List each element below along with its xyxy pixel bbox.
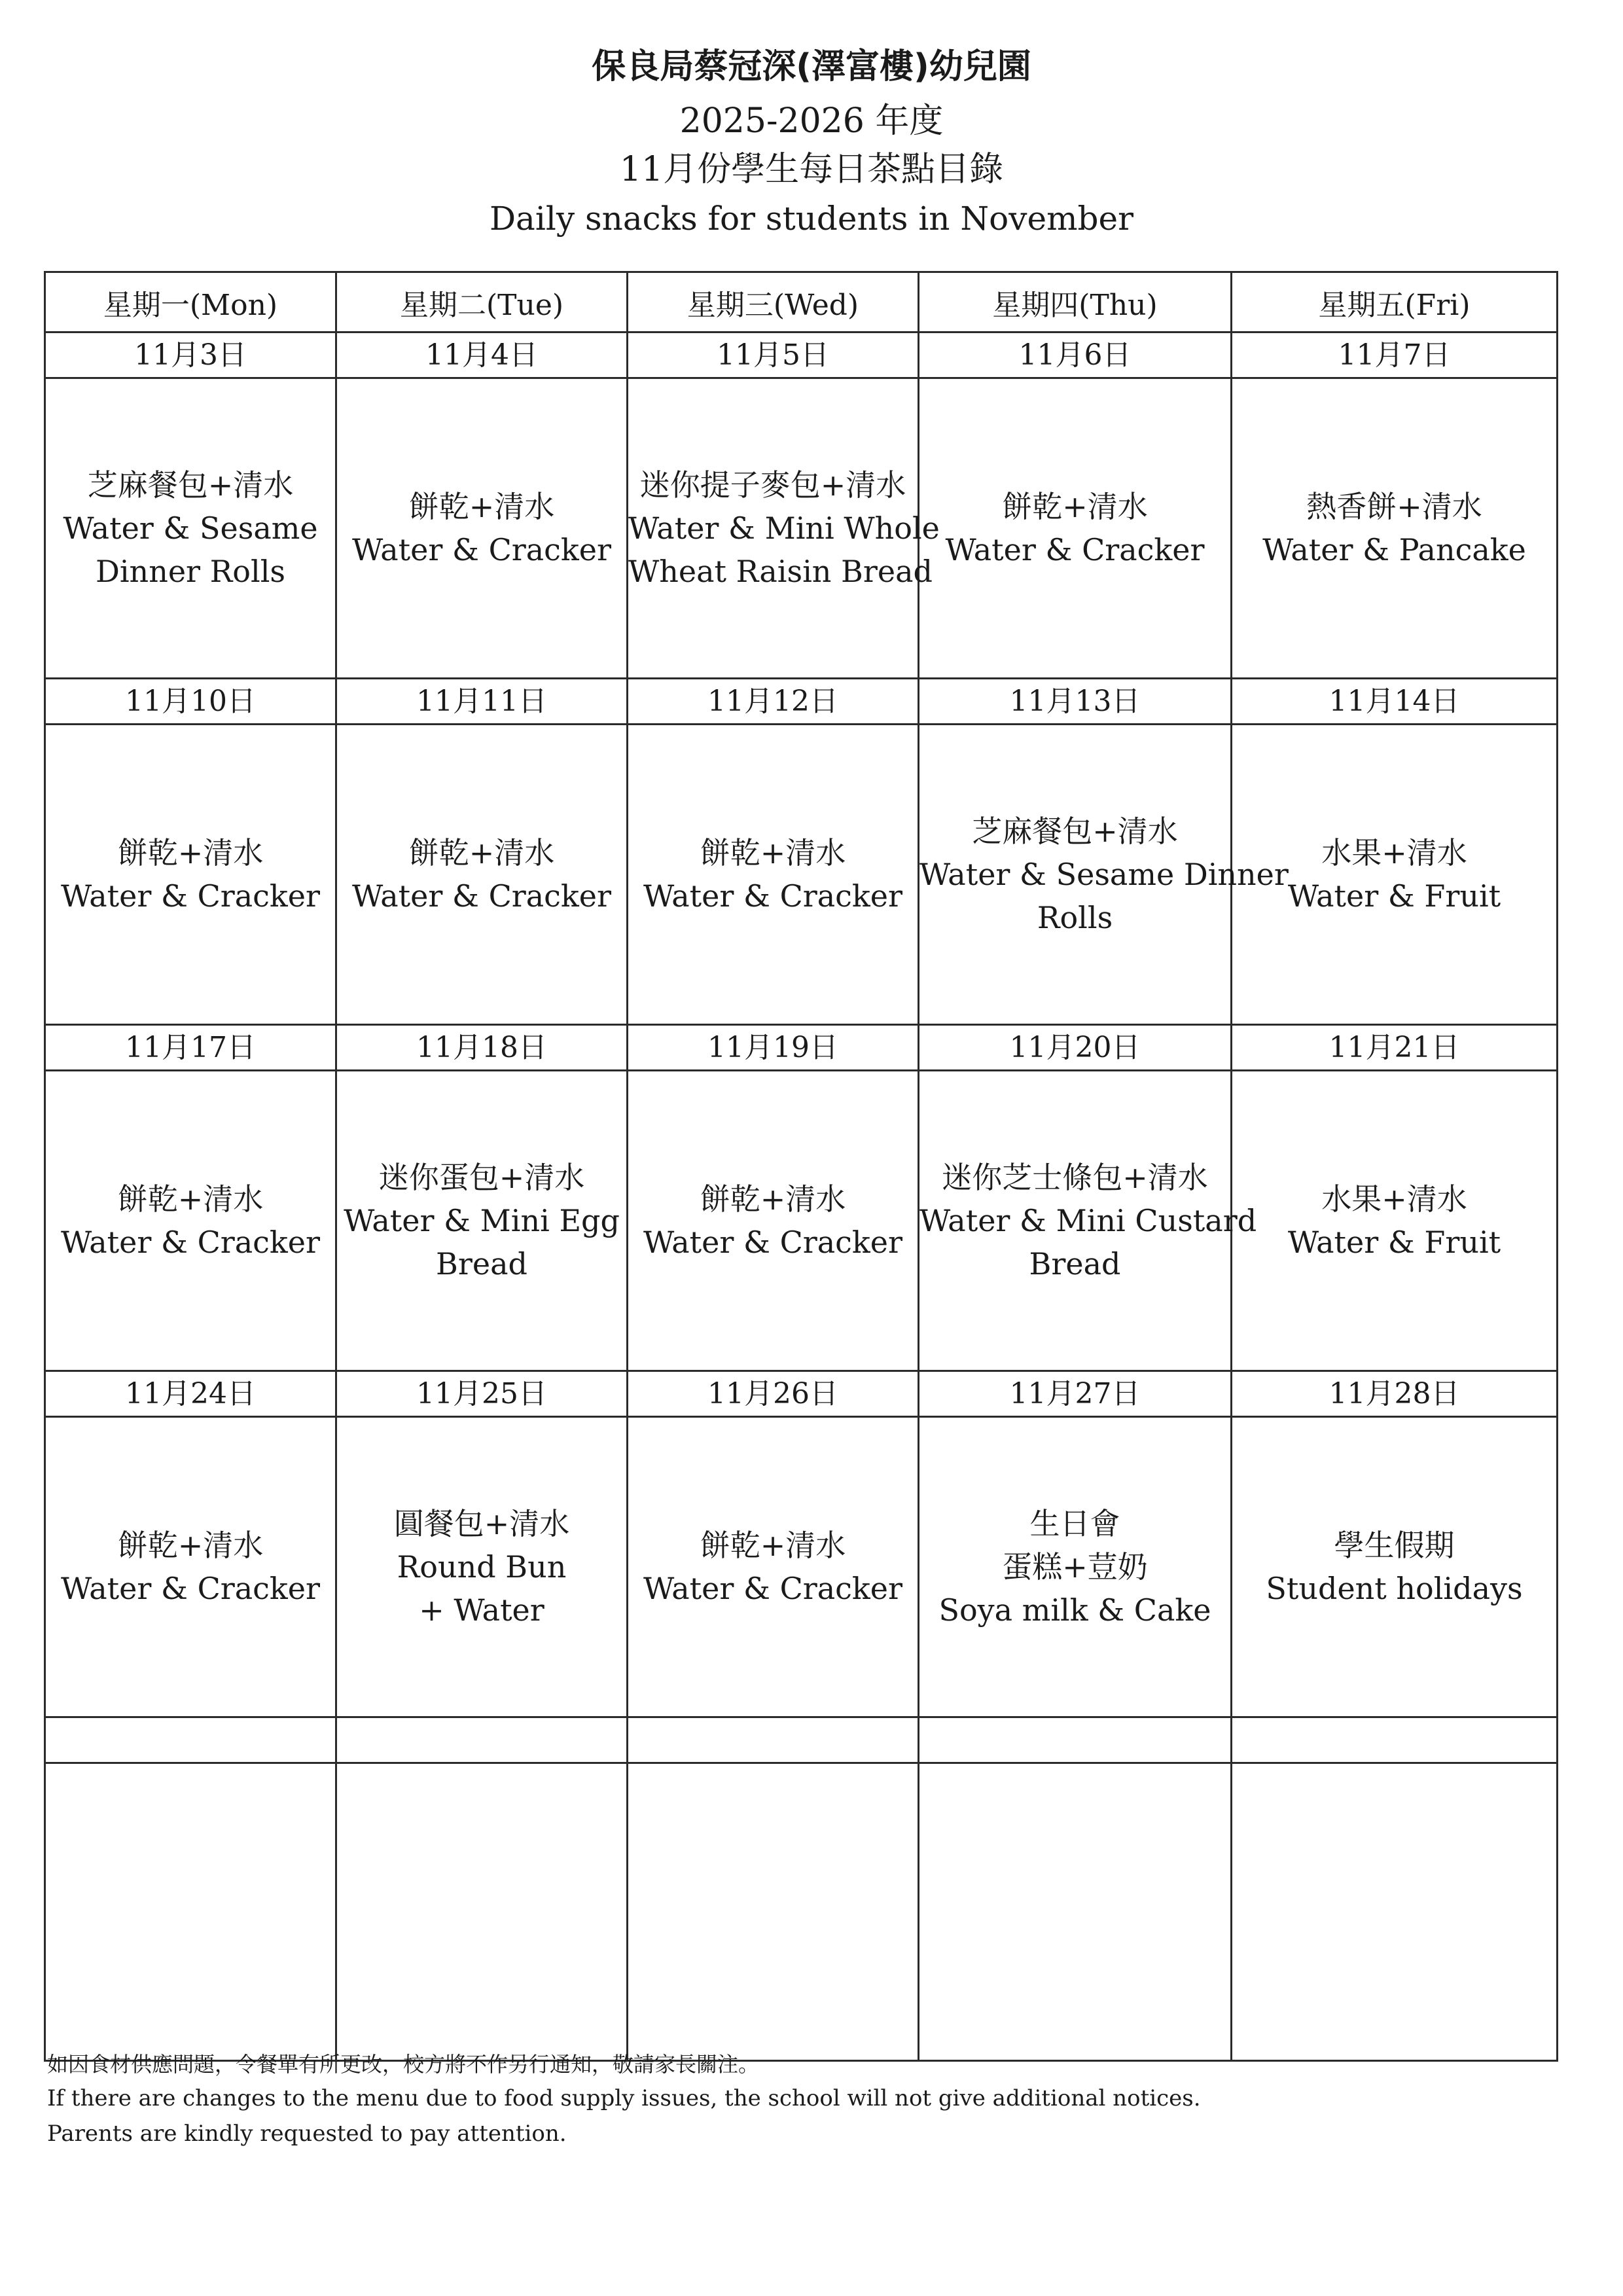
date-cell: 11月28日 <box>1232 1371 1558 1417</box>
snack-name-en: Water & Mini Whole <box>628 511 940 546</box>
snack-cell <box>45 725 336 1025</box>
empty-cell <box>336 1717 628 1763</box>
snack-name-zh: 熱香餅+清水 <box>1306 489 1482 524</box>
date-cell: 11月19日 <box>628 1025 919 1071</box>
empty-cell <box>45 1717 336 1763</box>
date-cell: 11月21日 <box>1232 1025 1558 1071</box>
snack-name-en: Water & Cracker <box>60 1571 321 1606</box>
snack-cell <box>919 1071 1257 1371</box>
snack-name-en: Water & Sesame Dinner <box>919 857 1289 892</box>
snack-name-zh: 水果+清水 <box>1321 1181 1467 1217</box>
weekday-header-row <box>45 272 1558 332</box>
empty-cell <box>45 1763 336 2061</box>
date-cell: 11月5日 <box>628 332 919 378</box>
notice-english-line-2: Parents are kindly requested to pay attention. <box>47 2121 567 2147</box>
snack-cell <box>919 378 1232 679</box>
snack-name-zh: 芝麻餐包+清水 <box>87 467 294 503</box>
empty-cell <box>628 1763 919 2061</box>
snack-cell <box>336 1071 628 1371</box>
empty-cell <box>1232 1763 1558 2061</box>
empty-cell <box>336 1763 628 2061</box>
snack-name-en: Water & Cracker <box>60 1225 321 1260</box>
date-cell: 11月20日 <box>919 1025 1232 1071</box>
snack-name-zh: 餅乾+清水 <box>117 1528 264 1563</box>
date-row <box>45 1025 1558 1071</box>
snack-name-zh: 芝麻餐包+清水 <box>972 814 1178 849</box>
snack-cell <box>628 725 919 1025</box>
snack-name-zh: 圓餐包+清水 <box>393 1506 570 1541</box>
snack-cell <box>45 1071 336 1371</box>
snack-name-en: Water & Cracker <box>351 878 612 914</box>
snack-row <box>45 1071 1558 1371</box>
date-row <box>45 1371 1558 1417</box>
snack-name-en: Water & Cracker <box>60 878 321 914</box>
empty-cell <box>1232 1717 1558 1763</box>
snack-name-zh: 餅乾+清水 <box>408 835 555 870</box>
snack-name-zh: 餅乾+清水 <box>1002 489 1148 524</box>
snack-name-en: Bread <box>1029 1246 1121 1282</box>
snack-row <box>45 1417 1558 1717</box>
academic-year: 2025-2026 年度 <box>679 101 944 141</box>
weekday-header-cell: 星期五(Fri) <box>1232 272 1558 332</box>
snack-cell <box>1232 1417 1558 1717</box>
snack-name-zh: 餅乾+清水 <box>700 835 846 870</box>
date-cell: 11月6日 <box>919 332 1232 378</box>
snack-cell <box>336 1417 628 1717</box>
snack-name-zh: 餅乾+清水 <box>408 489 555 524</box>
snack-name-en: Bread <box>436 1246 527 1282</box>
date-row <box>45 679 1558 725</box>
snack-name-en: Soya milk & Cake <box>938 1592 1211 1628</box>
snack-name-en: Water & Mini Custard <box>919 1203 1257 1238</box>
snack-cell <box>45 1417 336 1717</box>
snack-name-zh: 餅乾+清水 <box>700 1528 846 1563</box>
snack-cell <box>919 725 1289 1025</box>
date-cell: 11月24日 <box>45 1371 336 1417</box>
snack-cell <box>336 725 628 1025</box>
date-cell: 11月14日 <box>1232 679 1558 725</box>
snack-cell <box>45 378 336 679</box>
empty-snack-row <box>45 1763 1558 2061</box>
snack-name-en: Water & Fruit <box>1287 878 1501 914</box>
snack-name-en: Student holidays <box>1266 1571 1523 1606</box>
date-cell: 11月7日 <box>1232 332 1558 378</box>
snack-row <box>45 725 1558 1025</box>
date-row <box>45 332 1558 378</box>
snack-menu-table <box>44 271 1558 2062</box>
snack-cell <box>919 1417 1232 1717</box>
snack-name-zh: 生日會 <box>1029 1506 1120 1541</box>
snack-name-zh: 學生假期 <box>1334 1528 1455 1563</box>
date-cell: 11月10日 <box>45 679 336 725</box>
snack-name-en: Round Bun <box>397 1549 567 1585</box>
snack-name-zh: 餅乾+清水 <box>700 1181 846 1217</box>
weekday-header-cell: 星期二(Tue) <box>336 272 628 332</box>
snack-name-zh: 迷你芝士條包+清水 <box>942 1160 1208 1195</box>
date-cell: 11月12日 <box>628 679 919 725</box>
snack-cell <box>628 378 940 679</box>
snack-name-en: Water & Sesame <box>63 511 318 546</box>
snack-name-en: Wheat Raisin Bread <box>628 554 933 589</box>
snack-name-en: Dinner Rolls <box>95 554 286 589</box>
snack-name-zh: 餅乾+清水 <box>117 835 264 870</box>
weekday-header-cell: 星期三(Wed) <box>628 272 919 332</box>
empty-cell <box>628 1717 919 1763</box>
snack-name-en: Water & Cracker <box>643 1571 903 1606</box>
notice-chinese: 如因食材供應問題，令餐單有所更改，校方將不作另行通知，敬請家長關注。 <box>47 2052 760 2077</box>
snack-cell <box>336 378 628 679</box>
weekday-header-cell: 星期四(Thu) <box>919 272 1232 332</box>
snack-cell <box>628 1071 919 1371</box>
date-cell: 11月18日 <box>336 1025 628 1071</box>
snack-name-zh: 迷你蛋包+清水 <box>378 1160 585 1195</box>
date-cell: 11月3日 <box>45 332 336 378</box>
page-title-chinese: 11月份學生每日茶點目錄 <box>619 150 1004 189</box>
snack-name-en: Water & Fruit <box>1287 1225 1501 1260</box>
snack-name-en: Rolls <box>1037 900 1113 935</box>
snack-name-zh: 水果+清水 <box>1321 835 1467 870</box>
snack-name-en: Water & Cracker <box>643 878 903 914</box>
snack-cell <box>1232 1071 1558 1371</box>
snack-name-en: + Water <box>419 1592 544 1628</box>
date-cell: 11月11日 <box>336 679 628 725</box>
snack-name-zh: 餅乾+清水 <box>117 1181 264 1217</box>
date-cell: 11月13日 <box>919 679 1232 725</box>
snack-name-zh: 迷你提子麥包+清水 <box>639 467 906 503</box>
snack-row <box>45 378 1558 679</box>
snack-cell <box>628 1417 919 1717</box>
date-cell: 11月4日 <box>336 332 628 378</box>
snack-name-en: Water & Cracker <box>643 1225 903 1260</box>
snack-name-en: Water & Mini Egg <box>344 1203 620 1238</box>
empty-cell <box>919 1717 1232 1763</box>
notice-english-line-1: If there are changes to the menu due to food supply issues, the school will not give additional notices. <box>47 2085 1201 2111</box>
snack-name-en: Water & Cracker <box>351 532 612 567</box>
school-name: 保良局蔡冠深(澤富樓)幼兒園 <box>592 47 1031 86</box>
date-cell: 11月25日 <box>336 1371 628 1417</box>
page-title-english: Daily snacks for students in November <box>489 200 1134 238</box>
weekday-header-cell: 星期一(Mon) <box>45 272 336 332</box>
snack-cell <box>1232 378 1558 679</box>
snack-name-en: Water & Pancake <box>1262 532 1526 567</box>
date-cell: 11月17日 <box>45 1025 336 1071</box>
empty-cell <box>919 1763 1232 2061</box>
date-cell: 11月26日 <box>628 1371 919 1417</box>
snack-name-zh: 蛋糕+荳奶 <box>1002 1549 1148 1585</box>
snack-name-en: Water & Cracker <box>945 532 1205 567</box>
date-cell: 11月27日 <box>919 1371 1232 1417</box>
empty-date-row <box>45 1717 1558 1763</box>
